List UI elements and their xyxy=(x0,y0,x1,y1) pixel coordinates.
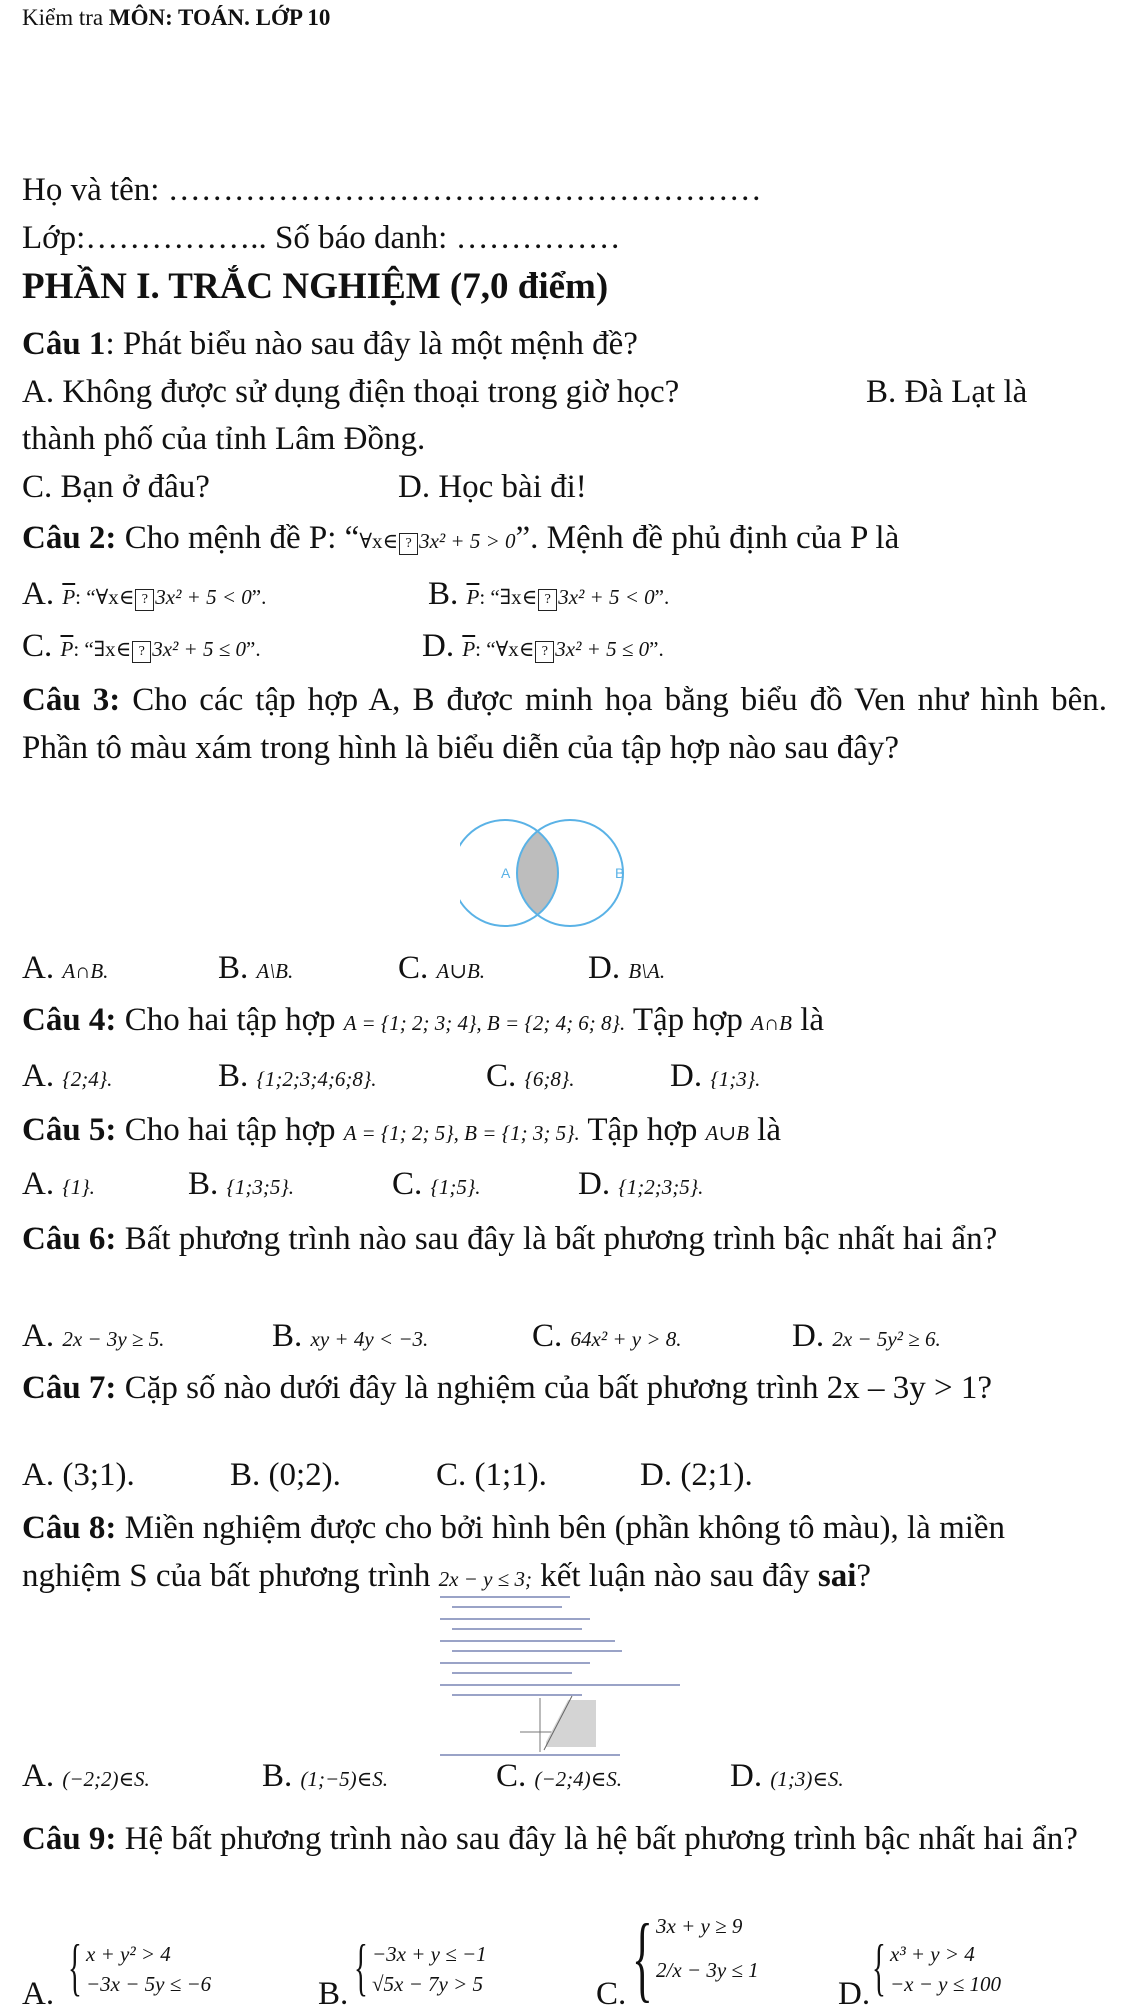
q2-a-expr: 3x² + 5 < 0 xyxy=(155,585,252,609)
q5-text-post: Tập hợp xyxy=(579,1112,706,1148)
q2-option-c: C. $\overline{P}$: “∃x∈ ? 3x² + 5 ≤ 0”. xyxy=(22,628,261,664)
q3-d-key: D. xyxy=(588,950,621,986)
q8-text-mid: kết luận nào sau đây xyxy=(531,1558,818,1594)
q5-d-value: {1;2;3;5}. xyxy=(618,1175,704,1199)
sbd-label: Số báo danh: xyxy=(266,220,456,256)
q1-option-a: A. Không được sử dụng điện thoại trong giờ học? xyxy=(22,374,680,410)
q4-title xyxy=(22,1002,824,1039)
q6-b-value: xy + 4y < −3. xyxy=(310,1327,429,1351)
q3-b-value: A\B. xyxy=(256,959,294,983)
q8-option-a: A. (−2;2)∈S. xyxy=(22,1758,150,1794)
q4-a-value: {2;4}. xyxy=(62,1067,113,1091)
q4-sets: A = {1; 2; 3; 4}, B = {2; 4; 6; 8}. xyxy=(343,1011,626,1035)
header-subject: MÔN: TOÁN. LỚP 10 xyxy=(108,5,331,30)
section-title: PHẦN I. TRẮC NGHIỆM (7,0 điểm) xyxy=(22,266,609,307)
missing-glyph-icon: ? xyxy=(135,589,154,611)
q8-option-b: B. (1;−5)∈S. xyxy=(262,1758,388,1794)
q5-text-end: là xyxy=(748,1112,781,1148)
sbd-dots: …………… xyxy=(455,220,621,256)
q5-title xyxy=(22,1112,781,1149)
q6-label: Câu 6: xyxy=(22,1221,117,1257)
q2-d-key: D. xyxy=(422,628,455,664)
q8-figure-thumbnail xyxy=(440,1592,690,1762)
q6-title xyxy=(22,1215,1107,1263)
q7-d-value: (2;1). xyxy=(680,1457,753,1493)
q9-c-l2: 2/x − 3y ≤ 1 xyxy=(656,1958,759,1982)
q1-option-b: B. Đà Lạt là xyxy=(866,374,1028,410)
q7-c-value: (1;1). xyxy=(474,1457,547,1493)
q2-c-expr: 3x² + 5 ≤ 0 xyxy=(152,637,247,661)
q2-c-neg: $\overline{P}$ xyxy=(60,637,74,661)
q9-b-l2: √5x − 7y > 5 xyxy=(372,1972,484,1996)
q4-text-pre: Cho hai tập hợp xyxy=(116,1002,344,1038)
q7-option-d: D. (2;1). xyxy=(640,1457,753,1493)
venn-diagram xyxy=(460,815,660,935)
graph-shaded-region xyxy=(546,1700,596,1747)
q1-option-b-cont: thành phố của tỉnh Lâm Đồng. xyxy=(22,421,426,457)
q2-option-d: D. $\overline{P}$: “∀x∈ ? 3x² + 5 ≤ 0”. xyxy=(422,628,664,664)
q4-option-b: B. {1;2;3;4;6;8}. xyxy=(218,1058,377,1094)
missing-glyph-icon: ? xyxy=(132,641,151,663)
q3-a-key: A. xyxy=(22,950,55,986)
q2-expr: 3x² + 5 > 0 xyxy=(419,529,516,553)
venn-label-a: A xyxy=(501,865,511,881)
q9-title xyxy=(22,1815,1107,1863)
q7-text: Cặp số nào dưới đây là nghiệm của bất phương trình 2x – 3y > 1? xyxy=(116,1370,993,1406)
q4-c-value: {6;8}. xyxy=(524,1067,575,1091)
q6-option-a: A. 2x − 3y ≥ 5. xyxy=(22,1318,165,1354)
q3-a-value: A∩B. xyxy=(62,959,109,983)
q4-text-post: Tập hợp xyxy=(625,1002,752,1038)
q5-option-c: C. {1;5}. xyxy=(392,1166,481,1202)
q8-option-d: D. (1;3)∈S. xyxy=(730,1758,844,1794)
missing-glyph-icon: ? xyxy=(399,533,418,555)
q9-c-l1: 3x + y ≥ 9 xyxy=(656,1914,743,1938)
q7-a-value: (3;1). xyxy=(62,1457,135,1493)
q5-option-a: A. {1}. xyxy=(22,1166,95,1202)
q3-option-a xyxy=(22,950,108,987)
q3-option-c xyxy=(398,950,485,987)
name-label: Họ và tên: xyxy=(22,172,168,208)
q3-b-key: B. xyxy=(218,950,249,986)
q9-label: Câu 9: xyxy=(22,1821,117,1857)
q2-option-a: A. $\overline{P}$: “∀x∈ ? 3x² + 5 < 0”. xyxy=(22,576,267,612)
q5-sets: A = {1; 2; 5}, B = {1; 3; 5}. xyxy=(343,1121,580,1145)
q3-option-d xyxy=(588,950,665,987)
class-label: Lớp: xyxy=(22,220,86,256)
q6-d-value: 2x − 5y² ≥ 6. xyxy=(832,1327,941,1351)
q5-text-pre: Cho hai tập hợp xyxy=(116,1112,344,1148)
q2-quant: ∀x∈ xyxy=(359,529,399,553)
q7-option-b: B. (0;2). xyxy=(230,1457,341,1493)
q4-option-a: A. {2;4}. xyxy=(22,1058,113,1094)
q1-option-c: C. Bạn ở đâu? xyxy=(22,469,210,505)
q8-b-value: (1;−5)∈S. xyxy=(300,1767,388,1791)
q2-d-neg: $\overline{P}$ xyxy=(462,637,476,661)
q8-label: Câu 8: xyxy=(22,1510,117,1546)
brace-icon: { xyxy=(632,1904,653,2011)
q3-text: Cho các tập hợp A, B được minh họa bằng biểu đồ Ven như hình bên. Phần tô màu xám trong hình là biểu diễn của tập hợp nào sau đây? xyxy=(22,682,1107,766)
q2-option-b: B. $\overline{P}$: “∃x∈ ? 3x² + 5 < 0”. xyxy=(428,576,670,612)
q5-option-d: D. {1;2;3;5}. xyxy=(578,1166,704,1202)
q5-a-value: {1}. xyxy=(62,1175,95,1199)
q9-text: Hệ bất phương trình nào sau đây là hệ bất phương trình bậc nhất hai ẩn? xyxy=(116,1821,1078,1857)
q1-text: : Phát biểu nào sau đây là một mệnh đề? xyxy=(105,326,638,362)
q5-c-value: {1;5}. xyxy=(430,1175,481,1199)
missing-glyph-icon: ? xyxy=(538,589,557,611)
q2-b-quant: ∃x∈ xyxy=(499,585,538,609)
q8-c-value: (−2;4)∈S. xyxy=(534,1767,622,1791)
q1-option-d: D. Học bài đi! xyxy=(398,469,587,505)
exam-header xyxy=(22,5,330,31)
q8-option-c: C. (−2;4)∈S. xyxy=(496,1758,622,1794)
q8-d-value: (1;3)∈S. xyxy=(770,1767,844,1791)
q6-option-d: D. 2x − 5y² ≥ 6. xyxy=(792,1318,941,1354)
q3-d-value: B\A. xyxy=(628,959,666,983)
q8-text-end: ? xyxy=(856,1558,872,1594)
q9-a-l2: −3x − 5y ≤ −6 xyxy=(86,1972,212,1996)
q3-c-value: A∪B. xyxy=(436,959,486,983)
q9-d-l2: −x − y ≤ 100 xyxy=(890,1972,1002,1996)
q6-c-value: 64x² + y > 8. xyxy=(570,1327,682,1351)
q5-b-value: {1;3;5}. xyxy=(226,1175,295,1199)
header-prefix: Kiểm tra xyxy=(22,5,109,30)
q2-text-post: ”. Mệnh đề phủ định của P là xyxy=(515,520,900,556)
class-dots: …………….. xyxy=(85,220,267,256)
q8-ineq: 2x − y ≤ 3; xyxy=(438,1567,532,1591)
q2-label: Câu 2: xyxy=(22,520,117,556)
q2-c-quant: ∃x∈ xyxy=(93,637,132,661)
q7-option-a: A. (3;1). xyxy=(22,1457,135,1493)
q6-text: Bất phương trình nào sau đây là bất phương trình bậc nhất hai ẩn? xyxy=(116,1221,998,1257)
q1-label: Câu 1 xyxy=(22,326,106,362)
q3-option-b xyxy=(218,950,293,987)
q7-title xyxy=(22,1364,1107,1412)
q8-text-pre: Miền nghiệm được cho bởi hình bên (phần không tô màu), là miền nghiệm S của bất phương trình xyxy=(22,1510,1006,1594)
q4-option-c: C. {6;8}. xyxy=(486,1058,575,1094)
name-line xyxy=(22,172,762,209)
q5-option-b: B. {1;3;5}. xyxy=(188,1166,295,1202)
q2-d-quant: ∀x∈ xyxy=(495,637,535,661)
q4-text-end: là xyxy=(791,1002,825,1038)
q2-c-key: C. xyxy=(22,628,53,664)
q4-label: Câu 4: xyxy=(22,1002,117,1038)
q1-title xyxy=(22,326,638,363)
q9-a-l1: x + y² > 4 xyxy=(86,1942,171,1966)
q8-bold-word: sai xyxy=(817,1558,857,1594)
q5-label: Câu 5: xyxy=(22,1112,117,1148)
q6-a-value: 2x − 3y ≥ 5. xyxy=(62,1327,165,1351)
q9-d-l1: x³ + y > 4 xyxy=(890,1942,975,1966)
q4-option-d: D. {1;3}. xyxy=(670,1058,761,1094)
brace-icon: { xyxy=(872,1931,886,2002)
q3-c-key: C. xyxy=(398,950,429,986)
q6-option-b: B. xy + 4y < −3. xyxy=(272,1318,429,1354)
brace-icon: { xyxy=(354,1931,368,2002)
q4-b-value: {1;2;3;4;6;8}. xyxy=(256,1067,377,1091)
q8-a-value: (−2;2)∈S. xyxy=(62,1767,150,1791)
q2-text-pre: Cho mệnh đề P: “ xyxy=(116,520,360,556)
q3-label: Câu 3: xyxy=(22,682,121,718)
q7-option-c: C. (1;1). xyxy=(436,1457,547,1493)
q4-op: A∩B xyxy=(751,1011,792,1035)
q9-b-l1: −3x + y ≤ −1 xyxy=(372,1942,487,1966)
q3-title xyxy=(22,676,1107,772)
missing-glyph-icon: ? xyxy=(535,641,554,663)
class-line xyxy=(22,220,621,257)
venn-label-b: B xyxy=(615,865,625,881)
q2-d-expr: 3x² + 5 ≤ 0 xyxy=(555,637,650,661)
q2-b-expr: 3x² + 5 < 0 xyxy=(558,585,655,609)
name-dots: ……………………………………………… xyxy=(167,172,762,208)
q2-a-neg: $\overline{P}$ xyxy=(62,585,76,609)
q2-a-key: A. xyxy=(22,576,55,612)
q4-d-value: {1;3}. xyxy=(710,1067,761,1091)
brace-icon: { xyxy=(68,1931,82,2002)
q2-b-key: B. xyxy=(428,576,459,612)
q5-op: A∪B xyxy=(705,1121,749,1145)
q8-title xyxy=(22,1504,1107,1603)
q2-b-neg: $\overline{P}$ xyxy=(466,585,480,609)
q2-a-quant: ∀x∈ xyxy=(95,585,135,609)
q7-b-value: (0;2). xyxy=(268,1457,341,1493)
q6-option-c: C. 64x² + y > 8. xyxy=(532,1318,682,1354)
q2-title xyxy=(22,520,899,557)
q7-label: Câu 7: xyxy=(22,1370,117,1406)
